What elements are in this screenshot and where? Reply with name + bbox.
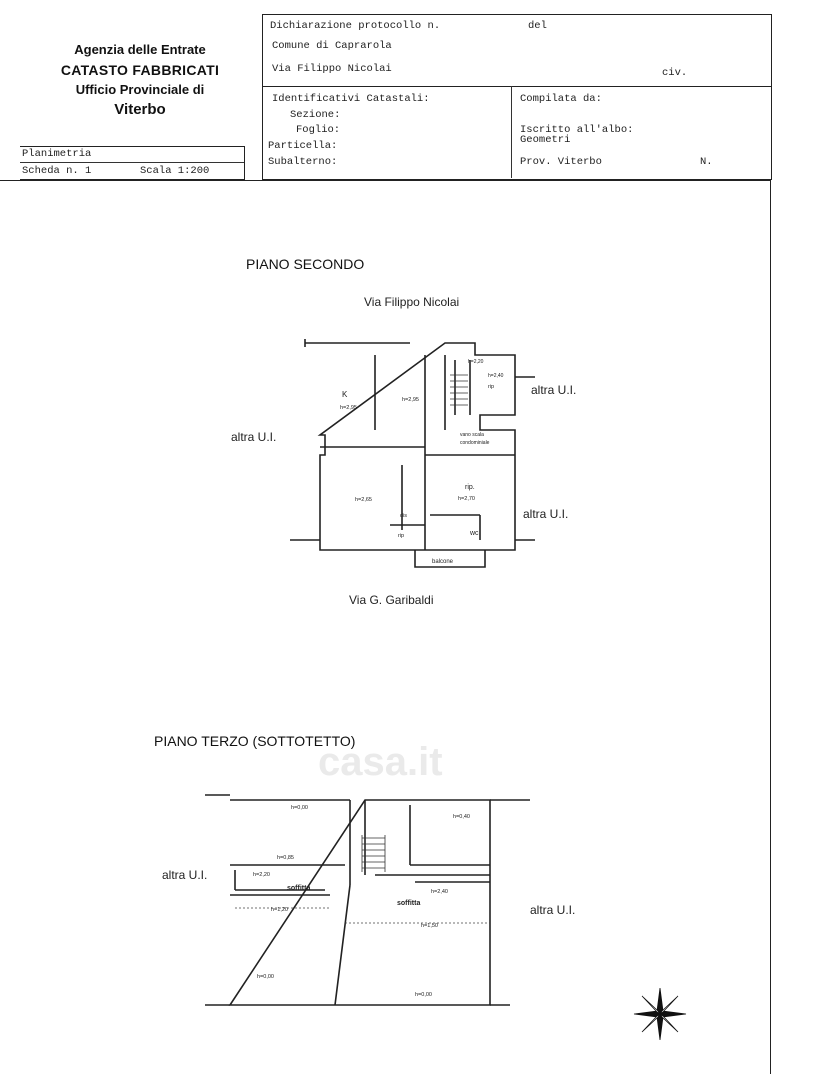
prov-label: Prov. Viterbo (520, 156, 602, 168)
p3-h000c: h=0,00 (415, 992, 432, 998)
p2-rip-small: rip (488, 384, 495, 390)
identificativi-title: Identificativi Catastali: (272, 93, 430, 105)
planimetria-box (20, 146, 245, 180)
plan2-street-bottom: Via G. Garibaldi (349, 593, 434, 607)
plan2-street-top: Via Filippo Nicolai (364, 295, 460, 309)
p2-h295a: h=2,95 (340, 405, 357, 411)
plan3-altra-right: altra U.I. (530, 903, 576, 917)
agency-header (40, 40, 240, 120)
p3-h000b: h=0,00 (257, 974, 274, 980)
p2-vano2: condominiale (460, 440, 490, 446)
albo-value: Geometri (520, 134, 571, 146)
planimetria-divider (20, 162, 244, 163)
p3-h220: h=2,20 (253, 872, 270, 878)
ufficio-label: Ufficio Provinciale di (75, 82, 205, 97)
plan2-altra-left: altra U.I. (231, 430, 277, 444)
plan2-altra-right-bottom: altra U.I. (523, 507, 569, 521)
p3-soffitta2: soffitta (397, 900, 421, 907)
subalterno-label: Subalterno: (268, 156, 338, 168)
p2-dis: dis (400, 513, 408, 519)
planimetria-title: Planimetria (22, 148, 92, 160)
header-col-divider (511, 86, 512, 178)
watermark: casa.it (318, 740, 443, 784)
sezione-label: Sezione: (290, 109, 341, 121)
p2-h240: h=2,40 (488, 373, 504, 379)
p2-rip: rip. (465, 484, 475, 491)
plan2-floorplan (290, 335, 540, 580)
scala-label: Scala 1:200 (140, 165, 210, 177)
p2-h220: h=2,20 (468, 359, 484, 365)
p2-h265: h=2,65 (355, 497, 372, 503)
scheda-label: Scheda n. 1 (22, 165, 92, 177)
dichiarazione-label: Dichiarazione protocollo n. (270, 20, 441, 32)
p3-h000a: h=0,00 (291, 805, 308, 811)
n-label: N. (700, 156, 713, 168)
p2-h295b: h=2,95 (402, 397, 419, 403)
catasto-title: CATASTO FABBRICATI (60, 62, 220, 78)
particella-label: Particella: (268, 140, 338, 152)
p2-wc: wc (470, 530, 479, 537)
compilata-label: Compilata da: (520, 93, 602, 105)
civ-label: civ. (662, 67, 688, 79)
iscritto-label: Iscritto all'albo: (520, 124, 634, 136)
plan2-title: PIANO SECONDO (246, 256, 365, 272)
plan3-floorplan (205, 790, 535, 1015)
p3-h240: h=2,40 (431, 889, 448, 895)
agency-name: Agenzia delle Entrate (74, 42, 206, 57)
p3-h085: h=0,85 (277, 855, 294, 861)
del-label: del (528, 20, 547, 32)
p2-vano1: vano scala (460, 432, 484, 438)
header-divider (262, 86, 772, 87)
via-label: Via Filippo Nicolai (272, 63, 392, 75)
p3-h040: h=0,40 (453, 814, 470, 820)
p2-rip2: rip (398, 533, 405, 539)
p3-h150: h=1,50 (421, 923, 438, 929)
compass-rose-icon (630, 984, 690, 1044)
p3-soffitta1: soffitta (287, 885, 311, 892)
p2-balcone: balcone (432, 559, 454, 565)
p2-h270: h=2,70 (458, 496, 475, 502)
comune-label: Comune di Caprarola (272, 40, 392, 52)
p3-h120: h=1,20 (271, 907, 288, 913)
plan3-altra-left: altra U.I. (162, 868, 208, 882)
p2-k-label: K (342, 390, 348, 399)
foglio-label: Foglio: (296, 124, 341, 136)
ufficio-city: Viterbo (114, 101, 166, 118)
plan3-title: PIANO TERZO (SOTTOTETTO) (154, 733, 356, 749)
plan2-altra-right-top: altra U.I. (531, 383, 577, 397)
